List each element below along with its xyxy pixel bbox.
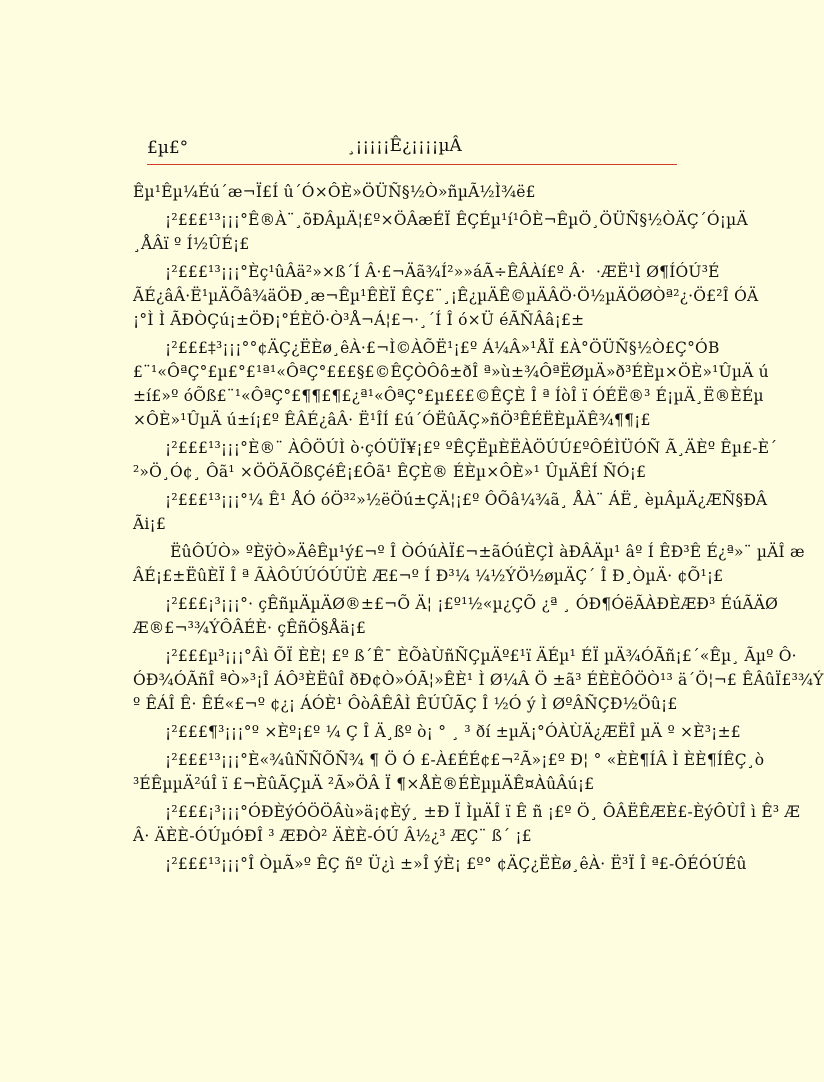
text-line: º ÊÁÎ Ê· ÊÉ«£¬º ¢¿¡ ÁÓÈ¹ ÔòÂÊÂÌ ÊÚÛÃÇ Î ½Ó ý Ì ØºÂÑÇÐ½Öû¡£ xyxy=(133,695,678,713)
text-line: ÂÉ¡£±ËûÈÏ Î ª ÃÀÔÚÚÓÚÜÈ Æ£¬º Í Ð³¼ ¼½ÝÖ½øµÄÇ´ Î Ð¸ÒµÄ· ¢Õ¹¡£ xyxy=(133,567,724,585)
page-header xyxy=(147,136,677,165)
paragraph xyxy=(133,748,765,796)
paragraph xyxy=(133,260,759,332)
running-title: ¸¡¡¡¡¡Ê¿¡¡¡¡µÂ xyxy=(347,136,462,156)
paragraph xyxy=(133,180,693,204)
paragraph xyxy=(133,852,747,876)
paragraph xyxy=(133,488,768,536)
text-line: ¡²£££¹³¡¡¡°È«¾ûÑÑÕÑ¾ ¶ Ö Ó £-À£ÉÉ¢£¬²Ã»¡£º Ð¦ ° «ÈÈ¶ÍÂ Ì ÈÈ¶ÍÊÇ¸ò xyxy=(165,751,765,769)
text-line: ¡²£££¡³¡¡¡°· çÊñµÄµÄØ®±£¬Õ Ä¦ ¡£º¹½«µ¿ÇÕ ¿ª ¸ ÓÐ¶ÓëÃÀÐÈÆÐ³ ÉúÃÄØ xyxy=(165,595,779,613)
text-line: ¡²£££¹³¡¡¡°Î ÒµÃ»º ÊÇ ñº Ü¿ì ±»Î ýÈ¡ £º° ¢ÄÇ¿ËÈø¸êÀ· Ë³Ï Î ª£-ÔÉÓÚÉû xyxy=(165,855,747,873)
body-text xyxy=(133,180,824,880)
paragraph xyxy=(133,436,778,484)
text-line: ¡°Ì Ì ÃÐÒÇú¡±ÖÐ¡°ÉÈÖ·Ò³Å¬Á¦£¬·¸´Í Î ó×Ü éÃÑÂâ¡£± xyxy=(133,311,585,329)
paragraph xyxy=(133,644,824,716)
paragraph xyxy=(133,336,769,432)
text-line: ¡²£££¡³¡¡¡°ÓÐÈýÓÖÖÂù»ä¡¢Èý¸ ±Ð Ï ÌµÄÎ ï Ê ñ ¡£º Ö¸ ÔÂËÊÆÈ£-ÈýÔÙÎ ì Ê³ Æ xyxy=(165,803,801,821)
text-line: ¡²£££¹³¡¡¡°È®¨ ÀÔÖÚÌ ò·çÓÜÏ¥¡£º ºÊÇËµÈËÀÖÚÚ£ºÔÉÌÜÓÑ Ã¸ÄÈº Êµ£-È´ xyxy=(165,439,778,457)
text-line: ÃÉ¿âÂ·Ë¹µÄÕâ¾äÖÐ¸æ¬Êµ¹ÊÈÏ ÊÇ£¨¸¡Ê¿µÄÊ©µÄÂÖ·Ö½µÄÖØÒª²¿·Ö£²Î ÓÄ xyxy=(133,287,759,305)
paragraph xyxy=(133,540,805,588)
text-line: ¡²£££¹³¡¡¡°Èç¹ûÂä²»×ß´Í Â·£¬Äã¾Í²»»áÃ÷ÊÂÀí£º Â· ·ÆË¹Ì Ø¶ÍÓÚ³É xyxy=(165,263,720,281)
page-number: £µ£° xyxy=(147,138,189,158)
text-line: ÓÐ¾ÓÃñÎ ªÒ»³¡Î ÁÔ³ÈËûÎ ðÐ¢Ò»ÓÃ¦»ÊÈ¹ Ì Ø¼Â Ö ±ã³ ÉÈÈÔÖÒ¹³ ä´Ö¦¬£ ÊÂûÏ£³¾Ý xyxy=(133,671,824,689)
text-line: ¡²£££¹³¡¡¡°¼ Ê¹ ÅÓ óÖ³²»½ëÖú±ÇÄ¦¡£º ÔÕâ¼¾ã¸ ÅÀ¨ ÁË¸ èµÂµÄ¿ÆÑ§ÐÂ xyxy=(165,491,768,509)
paragraph xyxy=(133,592,779,640)
paragraph xyxy=(133,208,748,256)
text-line: ¸ÅÂï º Í½ÛÉ¡£ xyxy=(133,235,250,253)
text-line: ³ÉÊµµÄ²úÎ ï £¬ÈûÃÇµÄ ²Ã»ÖÂ Ï ¶×ÅÈ®ÉÈµµÄÊ¤ÀûÂú¡£ xyxy=(133,775,595,793)
paragraph xyxy=(133,800,801,848)
text-line: Æ®£¬³¾ÝÔÂÉÈ· çÊñÖ§Åä¡£ xyxy=(133,619,367,637)
text-line: ±í£»º óÕß£¨¹«ÔªÇ°£¶¶£¶£¿ª¹«ÔªÇ°£µ£££©ÊÇÈ Î ª ÍòÎ ï ÓÉË®³ É¡µÄ¸Ë®ÈÉµ xyxy=(133,387,764,405)
text-line: ¡²£££¶³¡¡¡°º ×Èº¡£º ¼ Ç Î Ä¸ßº ò¡ ° ¸ ³ ðí ±µÄ¡°ÓÀÙÄ¿ÆËÎ µÄ º ×È³¡±£ xyxy=(165,723,741,741)
text-line: ËûÔÚÒ» ºÈÿÒ»ÄêÊµ¹ý£¬º Î ÒÓúÀÏ£¬±ãÓúÈÇÌ àÐÂÄµ¹ âº Í ÊÐ³Ê É¿ª»¨ µÄÎ æ xyxy=(165,543,805,561)
text-line: ¡²£££¹³¡¡¡°Ê®À¨¸õÐÂµÄ¦£º×ÖÂæÉÏ ÊÇÉµ¹í¹ÔÈ¬ÊµÖ¸ÖÜÑ§½ÒÄÇ´Ó¡µÄ xyxy=(165,211,748,229)
text-line: ¡²£££µ³¡¡¡°Âì ÕÏ ÈÈ¦ £º ß´Ê¯ ÈÕàÙñÑÇµÄº£¹ï ÄÉµ¹ ÉÏ µÄ¾ÓÃñ¡£´«Êµ¸ Ãµº Ô· xyxy=(165,647,797,665)
text-line: Êµ¹Êµ¼Éú´æ¬Ï£Í û´Ó×ÔÈ»ÖÜÑ§½Ò»ñµÃ½Ì¾ë£ xyxy=(133,183,536,201)
text-line: Â· ÄÈÈ-ÓÚµÓÐÎ ³ ÆÐÒ² ÄÈÈ-ÓÚ Â½¿³ ÆÇ¨ ß´ ¡£ xyxy=(133,827,532,845)
text-line: Ãi¡£ xyxy=(133,515,167,533)
text-line: ¡²£££‡³¡¡¡°°¢ÄÇ¿ËÈø¸êÀ·£¬Ì©ÀÕË¹¡£º Á¼Â»¹ÅÏ £À°ÖÜÑ§½Ò£Ç°ÓB xyxy=(165,339,720,357)
text-line: ×ÔÈ»¹ÛµÄ ú±í¡£º ÊÂÉ¿âÂ· Ë¹ÎÍ £ú´ÓËûÃÇ»ñÖ³ÊÉËÈµÄÊ¾¶¶¡£ xyxy=(133,411,651,429)
paragraph xyxy=(133,720,741,744)
text-line: ²»Ö¸Ó¢¸ Ôã¹ ×ÖÖÃÕßÇéÊ¡£Ôã¹ ÊÇÈ® ÉÈµ×ÔÈ»¹ ÛµÄÊÍ ÑÓ¡£ xyxy=(133,463,647,481)
text-line: £¨¹«ÔªÇ°£µ£°£¹ª¹«ÔªÇ°£££§£©ÊÇÒÔô±ðÎ ª»ù±¾ÔªËØµÄ»ð³ÉÈµ×ÖÈ»¹ÛµÄ ú xyxy=(133,363,769,381)
